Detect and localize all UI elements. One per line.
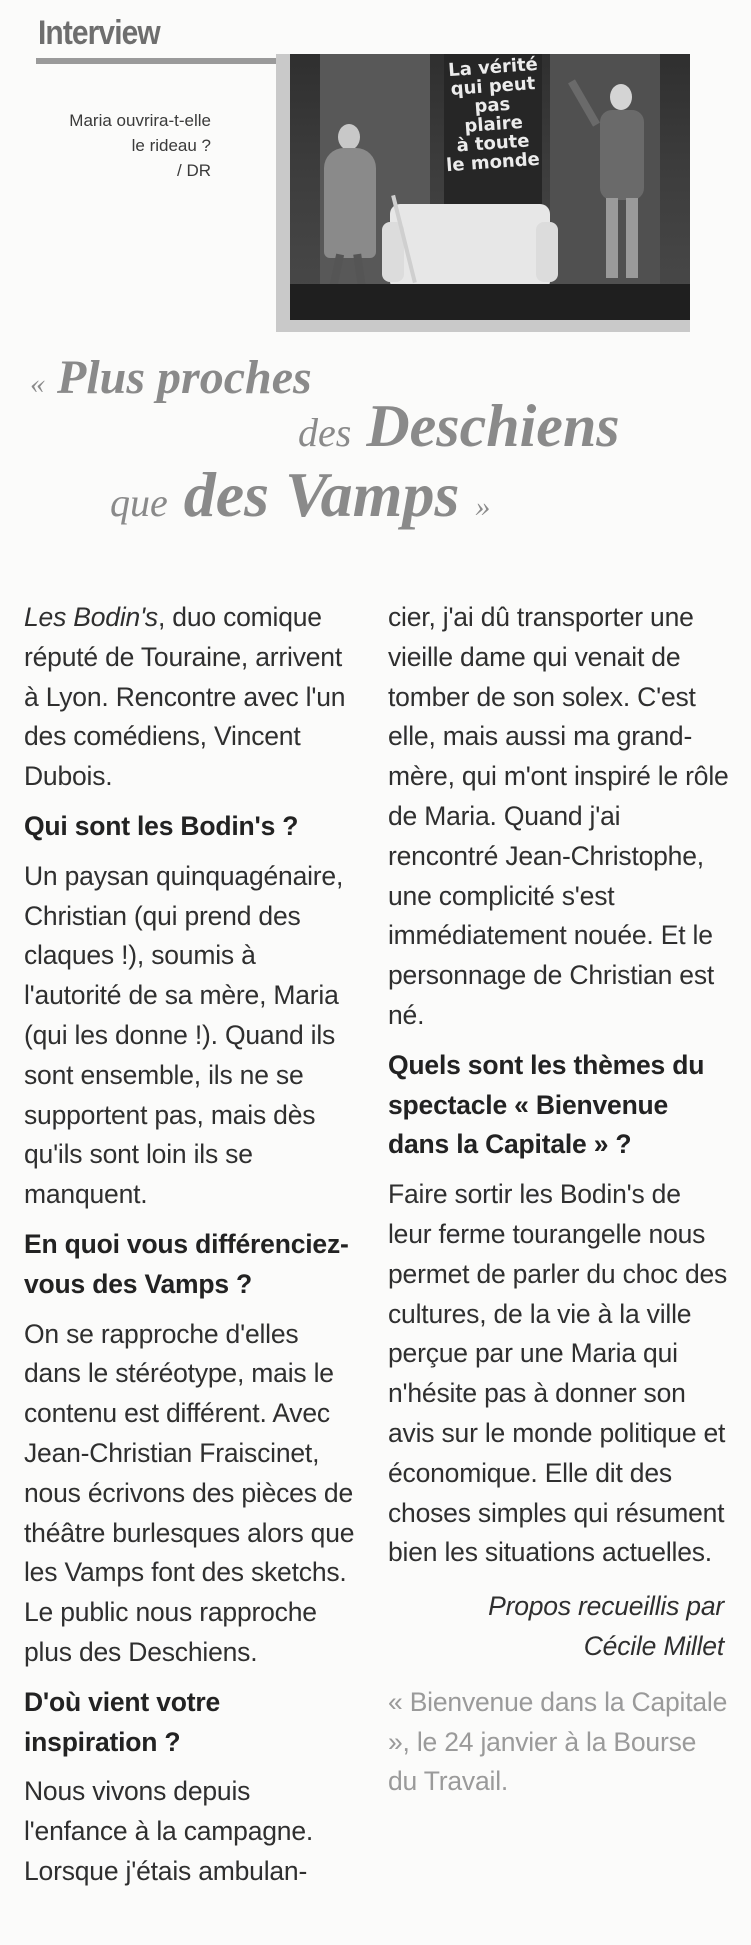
signature [388,1587,724,1667]
caption-line-2: le rideau ? [131,136,211,155]
answer-1: Un paysan quinquagénaire, Christian (qui prend des claques !), soumis à l'autorité de sa mère, Maria (qui les donne !). Quand ils sont ensemble, ils ne se supportent pas, mais dès qu'ils sont loin ils se manquent. [24,860,344,1210]
question-2: En quoi vous différenciez-vous des Vamps ? [24,1228,349,1299]
sign-line-2: qui peut [450,73,536,100]
article-column-left [24,598,358,1902]
question-4: Quels sont les thèmes du spectacle « Bienvenue dans la Capitale » ? [388,1049,705,1160]
headline-line-1 [30,350,312,405]
signature-line-1: Propos recueillis par [488,1591,724,1622]
stage-floor [290,284,690,320]
event-info: « Bienvenue dans la Capitale », le 24 janvier à la Bourse du Travail. [388,1686,728,1797]
headline-line1-text: Plus proches [57,351,312,404]
headline-line3-big: des Vamps [183,459,460,530]
answer-3-start: Nous vivons depuis l'enfance à la campagne. Lorsque j'étais ambulan- [24,1776,314,1886]
headline-line-3 [110,458,490,532]
photo-caption [21,108,211,183]
section-tag: Interview [38,14,160,52]
caption-line-3: / DR [177,161,211,180]
question-3: D'où vient votre inspiration ? [24,1686,220,1757]
headline-close-quote: » [475,490,491,523]
sign-line-3: pas plaire [463,93,524,137]
answer-3-end: cier, j'ai dû transporter une vieille dame qui venait de tomber de son solex. C'est elle, mais aussi ma grand-mère, qui m'ont inspiré le rôle de Maria. Quand j'ai rencontré Jean-Christophe, une complicité s'est immédiatement nouée. Et le personnage de Christian est né. [388,602,729,1030]
section-tag-rule [36,58,276,64]
headline-line-2 [298,392,620,461]
sign-line-5: le monde [445,148,541,177]
stage-sign [444,54,542,204]
headline-open-quote: « [30,367,45,400]
lead-text: , duo comique réputé de Touraine, arrivent à Lyon. Rencontre avec l'un des comédiens, Vincent Dubois. [24,602,346,792]
lead-title: Les Bodin's [24,602,158,632]
headline-line2-big: Deschiens [366,393,620,459]
lead-paragraph [24,598,358,797]
actor-christian [580,84,660,284]
article-column-right [388,598,730,1812]
sign-line-1: La vérité [447,54,539,82]
answer-2: On se rapproche d'elles dans le stéréotype, mais le contenu est différent. Avec Jean-Christian Fraiscinet, nous écrivons des pièces de théâtre burlesques alors que les Vamps font des sketchs. Le public nous rapproche plus des Deschiens. [24,1318,355,1667]
sign-line-4: à toute [455,130,531,157]
headline-line3-small: que [110,480,168,525]
stage-photo [290,54,690,320]
caption-line-1: Maria ouvrira-t-elle [69,111,211,130]
answer-4: Faire sortir les Bodin's de leur ferme tourangelle nous permet de parler du choc des cultures, de la vie à la ville perçue par une Maria qui n'hésite pas à donner son avis sur le monde politique et économique. Elle dit des choses simples qui résument bien les situations actuelles. [388,1179,728,1568]
headline-line2-small: des [298,410,352,455]
question-1: Qui sont les Bodin's ? [24,810,299,841]
actor-maria [310,124,390,294]
signature-author: Cécile Millet [583,1630,724,1661]
